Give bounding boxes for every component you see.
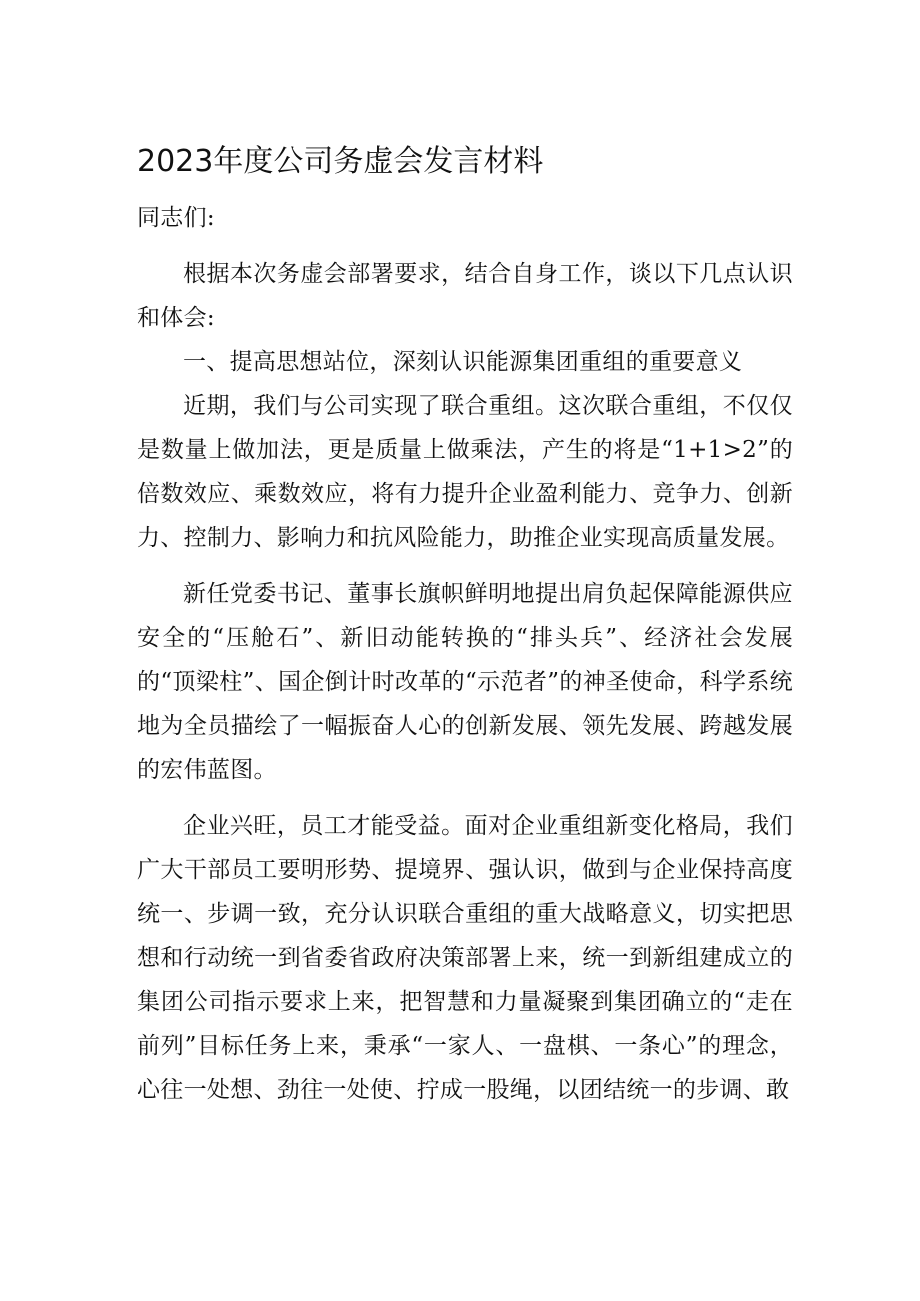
document-body [137, 196, 793, 1112]
paragraph: 近期，我们与公司实现了联合重组。这次联合重组，不仅仅是数量上做加法，更是质量上做乘法，产生的将是“1+1>2”的倍数效应、乘数效应，将有力提升企业盈利能力、竞争力、创新力、控制力、影响力和抗风险能力，助推企业实现高质量发展。 [137, 393, 793, 551]
paragraph: 企业兴旺，员工才能受益。面对企业重组新变化格局，我们广大干部员工要明形势、提境界、强认识，做到与企业保持高度统一、步调一致，充分认识联合重组的重大战略意义，切实把思想和行动统一到省委省政府决策部署上来，统一到新组建成立的集团公司指示要求上来，把智慧和力量凝聚到集团确立的“走在前列”目标任务上来，秉承“一家人、一盘棋、一条心”的理念，心往一处想、劲往一处使、拧成一股绳，以团结统一的步调、敢 [137, 813, 793, 1103]
paragraph: 新任党委书记、董事长旗帜鲜明地提出肩负起保障能源供应安全的“压舱石”、新旧动能转换的“排头兵”、经济社会发展的“顶梁柱”、国企倒计时改革的“示范者”的神圣使命，科学系统地为全员描绘了一幅振奋人心的创新发展、领先发展、跨越发展的宏伟蓝图。 [137, 581, 793, 783]
document-title: 2023年度公司务虚会发言材料 [137, 144, 544, 179]
section-heading: 一、提高思想站位，深刻认识能源集团重组的重要意义 [183, 349, 743, 375]
salutation: 同志们: [137, 205, 215, 231]
paragraph-intro: 根据本次务虚会部署要求，结合自身工作，谈以下几点认识和体会: [137, 261, 793, 331]
